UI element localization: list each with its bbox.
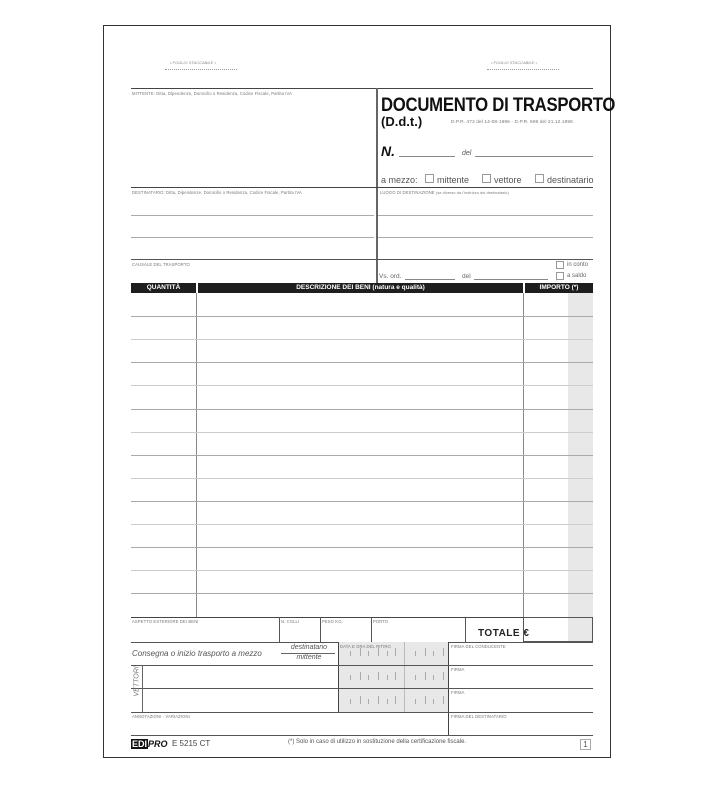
row-divider (131, 432, 593, 433)
table-row[interactable] (131, 316, 593, 339)
date-tick (443, 696, 444, 704)
header-top-line (131, 88, 593, 89)
transport-label: a mezzo: (381, 175, 418, 185)
date-tick (415, 675, 416, 680)
consegna-opt-destinatario[interactable]: destinatario (290, 644, 328, 651)
perforation-line-right (487, 69, 559, 70)
date-tick (433, 699, 434, 704)
vs-ord-label: Vs. ord. (379, 273, 402, 280)
vettori-label: VETTORI (133, 666, 141, 697)
date-field[interactable] (475, 156, 593, 157)
date-tick (425, 696, 426, 704)
table-row[interactable] (131, 570, 593, 593)
annotazioni-label: ANNOTAZIONI - VARIAZIONI (132, 714, 190, 719)
row-divider (131, 570, 593, 571)
table-row[interactable] (131, 293, 593, 316)
date-tick (360, 672, 361, 680)
colli-divider (279, 617, 280, 642)
luogo-line-1[interactable] (378, 215, 593, 216)
destinatario-line-1[interactable] (131, 215, 374, 216)
vettore-2-field[interactable] (144, 689, 337, 711)
date-tick (425, 648, 426, 656)
transport-option-vettore: vettore (494, 175, 522, 185)
date-tick (378, 648, 379, 656)
date-tick (378, 672, 379, 680)
table-row[interactable] (131, 362, 593, 385)
table-row[interactable] (131, 455, 593, 478)
date-tick (433, 651, 434, 656)
transport-option-mittente: mittente (437, 175, 470, 185)
row-divider (131, 409, 593, 410)
bottom-line (131, 735, 593, 736)
date-tick (387, 675, 388, 680)
copy-number: 1 (580, 739, 591, 750)
porto-label: PORTO (373, 619, 389, 624)
date-tick (425, 672, 426, 680)
row-divider (131, 455, 593, 456)
date-tick (433, 675, 434, 680)
payment-in-conto: in conto (567, 262, 589, 268)
table-row[interactable] (131, 524, 593, 547)
firma-destinatario-field[interactable] (450, 719, 593, 734)
date-label: del (462, 150, 472, 157)
date-tick (378, 696, 379, 704)
vettori-grid-left (338, 642, 339, 712)
destinatario-top-line (131, 187, 593, 188)
date-tick (443, 672, 444, 680)
luogo-label: LUOGO DI DESTINAZIONE (se diverso da l'indirizzo del destinatario) (380, 190, 509, 195)
number-label: N. (381, 143, 395, 159)
peso-divider (320, 617, 321, 642)
date-tick (368, 651, 369, 656)
table-row[interactable] (131, 432, 593, 455)
date-tick (368, 699, 369, 704)
payment-a-saldo: a saldo (567, 273, 587, 279)
date-tick (395, 648, 396, 656)
perforation-line-left (165, 69, 237, 70)
table-row[interactable] (131, 409, 593, 432)
totale-field[interactable] (523, 617, 593, 642)
document-title: DOCUMENTO DI TRASPORTO (381, 95, 616, 116)
header-descrizione: DESCRIZIONE DEI BENI (natura e qualità) (198, 283, 523, 293)
firma-label-2: FIRMA (451, 690, 465, 695)
fiscal-note: (*) Solo in caso di utilizzo in sostituzione della certificazione fiscale. (288, 739, 467, 745)
product-code: E 5215 CT (172, 739, 211, 748)
causale-top-line (131, 259, 593, 260)
date-tick (415, 699, 416, 704)
destinatario-line-2[interactable] (131, 237, 374, 238)
causale-label: CAUSALE DEL TRASPORTO (132, 262, 190, 267)
number-field[interactable] (399, 156, 455, 157)
date-time-divider (404, 642, 405, 712)
data-ritiro-label: DATA E ORA DEL RITIRO (340, 644, 391, 649)
row-divider (131, 547, 593, 548)
row-divider (131, 524, 593, 525)
mittente-field[interactable] (131, 97, 375, 187)
date-tick (368, 675, 369, 680)
table-row[interactable] (131, 339, 593, 362)
date-tick (443, 648, 444, 656)
date-tick (350, 651, 351, 656)
date-tick (360, 696, 361, 704)
porto-divider (371, 617, 372, 642)
destinatario-label: DESTINATARIO: Ditta, Dipendenze, Domicilio o Residenza, Codice Fiscale, Partita IVA (132, 190, 302, 195)
data-ritiro-grid[interactable] (338, 642, 448, 712)
colli-label: N. COLLI (281, 619, 300, 624)
header-divider (376, 88, 378, 284)
checkbox-mittente[interactable] (425, 174, 434, 183)
date-tick (350, 675, 351, 680)
transport-option-destinatario: destinatario (547, 175, 594, 185)
vettore-1-field[interactable] (144, 666, 337, 687)
consegna-label: Consegna o inizio trasporto a mezzo (132, 649, 262, 658)
date-tick (415, 651, 416, 656)
header-importo: IMPORTO (*) (525, 283, 593, 293)
date-tick (395, 696, 396, 704)
row-divider (131, 339, 593, 340)
firma-destinatario-label: FIRMA DEL DESTINATARIO (451, 714, 507, 719)
totale-divider (465, 617, 466, 642)
firma-label-1: FIRMA (451, 667, 465, 672)
table-row[interactable] (131, 385, 593, 408)
consegna-opt-mittente[interactable]: mittente (296, 654, 322, 661)
causale-field[interactable] (131, 266, 375, 281)
checkbox-in-conto[interactable] (556, 261, 564, 269)
header-quantita: QUANTITÀ (131, 283, 196, 293)
table-row[interactable] (131, 501, 593, 524)
vs-del-label: del (462, 273, 471, 280)
brand-logo: EDIPRO (132, 739, 168, 749)
row-divider (131, 385, 593, 386)
checkbox-a-saldo[interactable] (556, 272, 564, 280)
checkbox-destinatario[interactable] (535, 174, 544, 183)
aspetto-label: ASPETTO ESTERIORE DEI BENI (132, 619, 199, 624)
row-divider (131, 316, 593, 317)
document-subtitle: (D.d.t.) (381, 114, 423, 129)
table-row[interactable] (131, 593, 593, 616)
annotazioni-top-line (131, 712, 593, 713)
table-row[interactable] (131, 478, 593, 501)
peso-label: PESO KG. (322, 619, 343, 624)
vs-ord-field[interactable] (405, 279, 455, 280)
date-tick (350, 699, 351, 704)
legal-reference: D.P.R. 472 del 14-08-1996 - D.P.R. 696 del 21.12.1996 (451, 120, 573, 125)
row-divider (131, 478, 593, 479)
vs-del-field[interactable] (474, 279, 548, 280)
totale-label: TOTALE € (478, 628, 530, 639)
annotazioni-field[interactable] (131, 719, 446, 734)
vettori-side-divider (142, 665, 143, 712)
luogo-line-2[interactable] (378, 237, 593, 238)
date-tick (395, 672, 396, 680)
checkbox-vettore[interactable] (482, 174, 491, 183)
mittente-label: MITTENTE: Ditta, Dipendenze, Domicilio o Residenza, Codice Fiscale, Partita IVA (132, 91, 293, 96)
perforation-label-right: • FOGLIO STACCABILE • (491, 60, 537, 65)
date-tick (360, 648, 361, 656)
perforation-label-left: • FOGLIO STACCABILE • (170, 60, 216, 65)
date-tick (387, 651, 388, 656)
firma-conducente-label: FIRMA DEL CONDUCENTE (451, 644, 506, 649)
table-row[interactable] (131, 547, 593, 570)
date-tick (387, 699, 388, 704)
row-divider (131, 593, 593, 594)
row-divider (131, 362, 593, 363)
row-divider (131, 501, 593, 502)
